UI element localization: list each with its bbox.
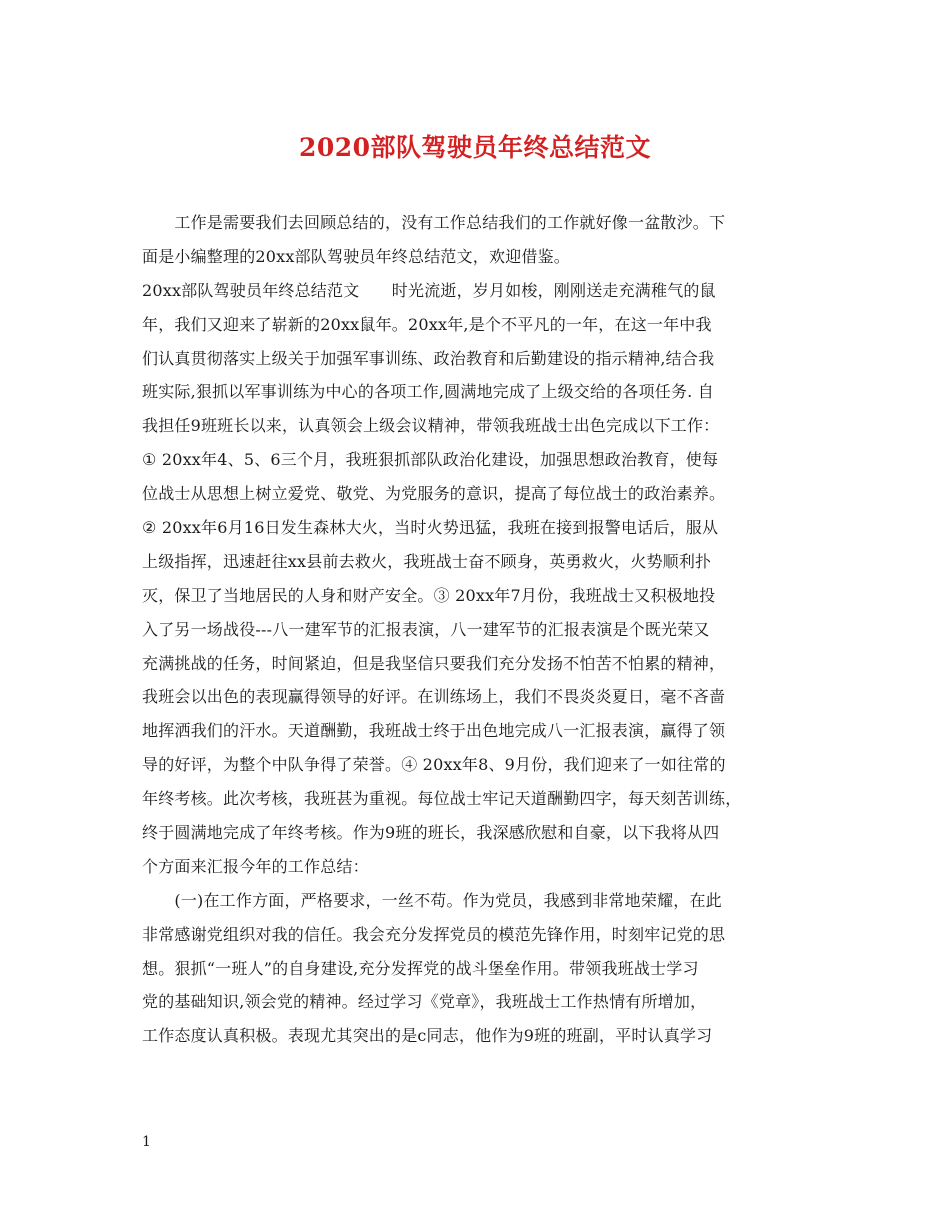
document-body [142,206,812,1053]
body-line: 个方面来汇报今年的工作总结： [142,856,369,876]
body-line: 年终考核。此次考核，我班甚为重视。每位战士牢记天道酬勤四字，每天刻苦训练， [142,789,742,809]
body-line: 地挥洒我们的汗水。天道酬勤，我班战士终于出色地完成八一汇报表演，赢得了领 [142,721,726,741]
body-line: 我担任9班班长以来，认真领会上级会议精神，带领我班战士出色完成以下工作： [142,416,720,436]
document-title: 2020部队驾驶员年终总结范文 [298,133,652,162]
body-line: 年，我们又迎来了崭新的20xx鼠年。20xx年,是个不平凡的一年，在这一年中我 [142,314,712,334]
body-line: 们认真贯彻落实上级关于加强军事训练、政治教育和后勤建设的指示精神,结合我 [142,348,715,368]
body-line: 充满挑战的任务，时间紧迫，但是我坚信只要我们充分发扬不怕苦不怕累的精神， [142,653,726,673]
body-line: 党的基础知识,领会党的精神。经过学习《党章》，我班战士工作热情有所增加， [142,992,707,1012]
body-line: 工作是需要我们去回顾总结的，没有工作总结我们的工作就好像一盆散沙。下 [142,213,726,232]
body-line: 工作态度认真积极。表现尤其突出的是c同志，他作为9班的班副，平时认真学习 [142,1026,713,1046]
body-line: 班实际,狠抓以军事训练为中心的各项工作,圆满地完成了上级交给的各项任务. 自 [142,382,714,402]
body-line: 上级指挥，迅速赶往xx县前去救火，我班战士奋不顾身，英勇救火，火势顺利扑 [142,551,712,571]
body-line: 导的好评，为整个中队争得了荣誉。④ 20xx年8、9月份，我们迎来了一如往常的 [142,755,726,775]
body-line: 终于圆满地完成了年终考核。作为9班的班长，我深感欣慰和自豪，以下我将从四 [142,823,720,843]
body-line: 入了另一场战役---八一建军节的汇报表演，八一建军节的汇报表演是个既光荣又 [142,619,710,639]
body-line: 灭，保卫了当地居民的人身和财产安全。③ 20xx年7月份，我班战士又积极地投 [142,585,716,605]
body-line: 我班会以出色的表现赢得领导的好评。在训练场上，我们不畏炎炎夏日，毫不吝啬 [142,687,726,707]
body-line: 位战士从思想上树立爱党、敬党、为党服务的意识，提高了每位战士的政治素养。 [142,484,726,504]
body-line: 非常感谢党组织对我的信任。我会充分发挥党员的模范先锋作用，时刻牢记党的思 [142,924,726,944]
body-line: ① 20xx年4、5、6三个月，我班狠抓部队政治化建设，加强思想政治教育，使每 [142,450,719,470]
page-number: 1 [142,1134,151,1150]
body-line: 面是小编整理的20xx部队驾驶员年终总结范文，欢迎借鉴。 [142,246,571,266]
body-line: 想。狠抓“一班人”的自身建设,充分发挥党的战斗堡垒作用。带领我班战士学习 [142,958,699,978]
body-line: (一)在工作方面，严格要求，一丝不苟。作为党员，我感到非常地荣耀，在此 [142,890,722,910]
body-line: ② 20xx年6月16日发生森林大火，当时火势迅猛，我班在接到报警电话后，服从 [142,518,719,538]
body-line: 20xx部队驾驶员年终总结范文 时光流逝，岁月如梭，刚刚送走充满稚气的鼠 [142,280,716,300]
